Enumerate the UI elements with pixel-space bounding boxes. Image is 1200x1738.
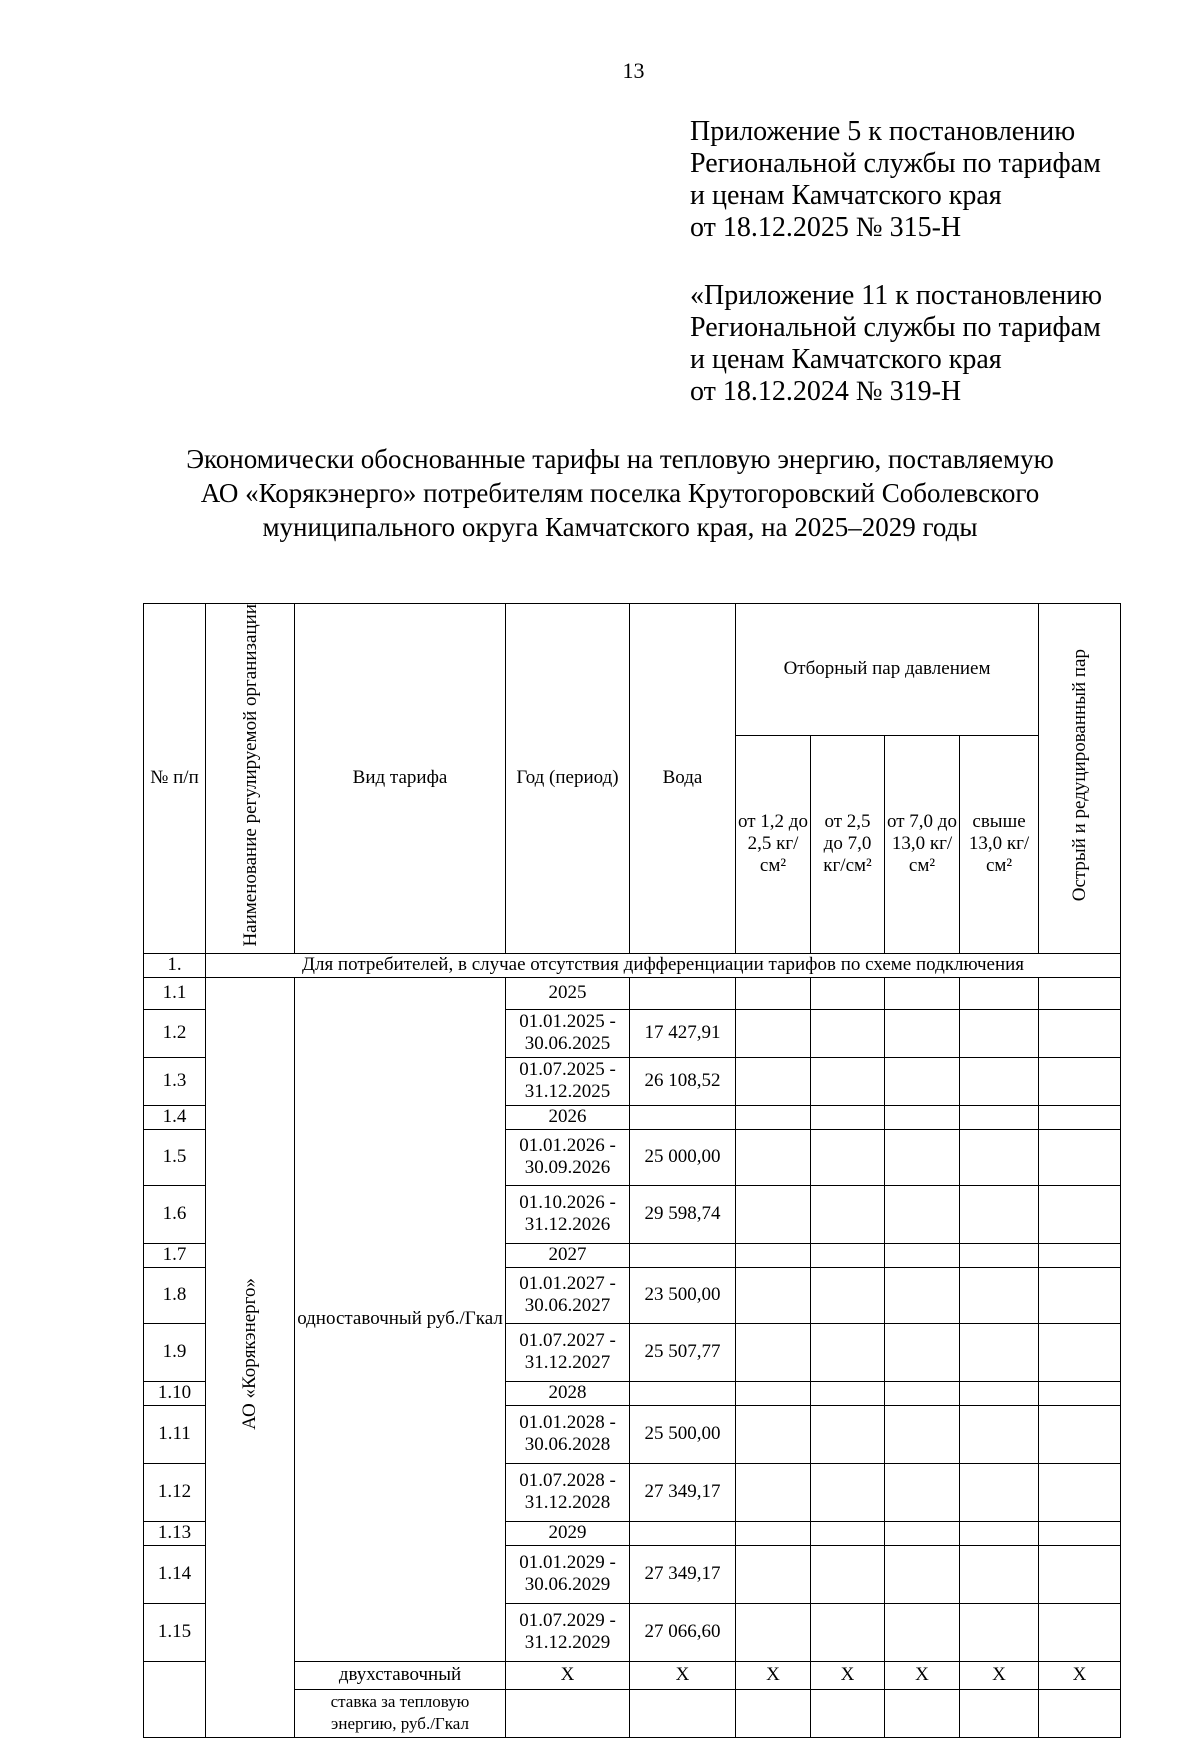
empty-cell bbox=[736, 1545, 811, 1603]
empty-cell bbox=[736, 1463, 811, 1521]
row-num: 1.9 bbox=[144, 1323, 206, 1381]
section-row bbox=[144, 953, 1121, 977]
header-org bbox=[206, 604, 295, 954]
empty-cell bbox=[960, 1381, 1039, 1405]
appendix-line: от 18.12.2025 № 315-Н bbox=[690, 212, 962, 243]
single-rate-label: одноставочный руб./Гкал bbox=[295, 977, 506, 1661]
period-cell: 2025 bbox=[506, 977, 630, 1009]
empty-cell bbox=[736, 977, 811, 1009]
empty-cell bbox=[960, 1057, 1039, 1105]
empty-cell bbox=[885, 1267, 960, 1323]
section-num: 1. bbox=[144, 953, 206, 977]
empty-cell bbox=[1039, 1129, 1121, 1185]
header-steam-group: Отборный пар давлением bbox=[736, 604, 1039, 736]
row-num: 1.14 bbox=[144, 1545, 206, 1603]
row-num: 1.7 bbox=[144, 1243, 206, 1267]
empty-cell bbox=[960, 1689, 1039, 1737]
empty-cell bbox=[1039, 1267, 1121, 1323]
water-value: 29 598,74 bbox=[630, 1185, 736, 1243]
row-num: 1.4 bbox=[144, 1105, 206, 1129]
empty-cell bbox=[1039, 1521, 1121, 1545]
water-value: 23 500,00 bbox=[630, 1267, 736, 1323]
water-value: 25 507,77 bbox=[630, 1323, 736, 1381]
empty-cell bbox=[885, 1405, 960, 1463]
empty-cell bbox=[885, 1323, 960, 1381]
empty-cell bbox=[736, 1185, 811, 1243]
empty-cell bbox=[1039, 1689, 1121, 1737]
empty-cell bbox=[885, 1521, 960, 1545]
empty-cell bbox=[885, 1243, 960, 1267]
empty-cell bbox=[1039, 1185, 1121, 1243]
empty-cell bbox=[885, 1689, 960, 1737]
header-pressure-4: свыше 13,0 кг/см² bbox=[960, 735, 1039, 953]
empty-cell bbox=[960, 977, 1039, 1009]
period-cell: 01.07.2028 - 31.12.2028 bbox=[506, 1463, 630, 1521]
empty-cell bbox=[811, 1323, 885, 1381]
empty-cell bbox=[885, 977, 960, 1009]
header-period: Год (период) bbox=[506, 604, 630, 954]
water-value: 27 349,17 bbox=[630, 1545, 736, 1603]
empty-cell bbox=[960, 1243, 1039, 1267]
empty-cell bbox=[1039, 977, 1121, 1009]
row-num: 1.12 bbox=[144, 1463, 206, 1521]
row-num: 1.13 bbox=[144, 1521, 206, 1545]
period-cell: 01.07.2025 - 31.12.2025 bbox=[506, 1057, 630, 1105]
empty-cell bbox=[1039, 1323, 1121, 1381]
period-cell: 01.01.2027 - 30.06.2027 bbox=[506, 1267, 630, 1323]
title-line: АО «Корякэнерго» потребителям поселка Крутогоровский Соболевского bbox=[200, 478, 1040, 508]
empty-cell bbox=[960, 1105, 1039, 1129]
empty-cell bbox=[811, 1105, 885, 1129]
appendix-line: Региональной службы по тарифам bbox=[690, 148, 1101, 179]
empty-cell bbox=[736, 1323, 811, 1381]
not-applicable-mark: X bbox=[811, 1661, 885, 1689]
table-row bbox=[144, 977, 1121, 1009]
appendix-line: Региональной службы по тарифам bbox=[690, 312, 1101, 343]
header-tariff-type: Вид тарифа bbox=[295, 604, 506, 954]
header-pressure-2: от 2,5 до 7,0 кг/см² bbox=[811, 735, 885, 953]
empty-cell bbox=[736, 1405, 811, 1463]
period-cell: 01.01.2025 - 30.06.2025 bbox=[506, 1009, 630, 1057]
water-value: 25 000,00 bbox=[630, 1129, 736, 1185]
empty-cell bbox=[960, 1267, 1039, 1323]
empty-cell bbox=[1039, 1463, 1121, 1521]
empty-cell bbox=[885, 1105, 960, 1129]
empty-cell bbox=[736, 1603, 811, 1661]
empty-cell bbox=[960, 1185, 1039, 1243]
header-sharp-steam-text: Острый и редуцированный пар bbox=[1069, 649, 1091, 902]
header-org-text: Наименование регулируемой организации bbox=[239, 604, 261, 947]
empty-cell bbox=[811, 1267, 885, 1323]
empty-cell bbox=[811, 1689, 885, 1737]
empty-cell bbox=[506, 1689, 630, 1737]
empty-cell bbox=[885, 1057, 960, 1105]
empty-cell bbox=[811, 1381, 885, 1405]
period-cell: 01.07.2029 - 31.12.2029 bbox=[506, 1603, 630, 1661]
period-cell: 2029 bbox=[506, 1521, 630, 1545]
water-value: 27 349,17 bbox=[630, 1463, 736, 1521]
header-water: Вода bbox=[630, 604, 736, 954]
empty-cell bbox=[960, 1129, 1039, 1185]
empty-cell bbox=[736, 1689, 811, 1737]
empty-cell bbox=[885, 1463, 960, 1521]
empty-cell bbox=[811, 1545, 885, 1603]
row-num: 1.15 bbox=[144, 1603, 206, 1661]
org-name: АО «Корякэнерго» bbox=[239, 1278, 260, 1430]
water-value bbox=[630, 1381, 736, 1405]
water-value: 17 427,91 bbox=[630, 1009, 736, 1057]
org-name-cell bbox=[206, 977, 295, 1737]
empty-cell bbox=[811, 1463, 885, 1521]
empty-cell bbox=[1039, 1105, 1121, 1129]
empty-cell bbox=[885, 1545, 960, 1603]
document-title bbox=[140, 442, 1100, 544]
empty-cell bbox=[736, 1267, 811, 1323]
appendix-current-header bbox=[690, 116, 1101, 244]
water-value: 25 500,00 bbox=[630, 1405, 736, 1463]
empty-cell bbox=[811, 1057, 885, 1105]
empty-cell bbox=[885, 1129, 960, 1185]
appendix-line: «Приложение 11 к постановлению bbox=[690, 280, 1103, 311]
not-applicable-mark: X bbox=[960, 1661, 1039, 1689]
period-cell: 01.01.2029 - 30.06.2029 bbox=[506, 1545, 630, 1603]
empty-cell bbox=[960, 1009, 1039, 1057]
appendix-line: Приложение 5 к постановлению bbox=[690, 116, 1076, 147]
empty-cell bbox=[1039, 1243, 1121, 1267]
appendix-line: и ценам Камчатского края bbox=[690, 344, 1002, 375]
empty-cell bbox=[811, 1603, 885, 1661]
not-applicable-mark: X bbox=[630, 1661, 736, 1689]
empty-cell bbox=[885, 1381, 960, 1405]
empty-cell bbox=[960, 1603, 1039, 1661]
empty-cell bbox=[811, 977, 885, 1009]
period-cell: 2028 bbox=[506, 1381, 630, 1405]
empty-cell bbox=[885, 1185, 960, 1243]
period-cell: 01.01.2028 - 30.06.2028 bbox=[506, 1405, 630, 1463]
water-value bbox=[630, 1521, 736, 1545]
header-pressure-3: от 7,0 до 13,0 кг/см² bbox=[885, 735, 960, 953]
water-value bbox=[630, 1105, 736, 1129]
empty-cell bbox=[811, 1129, 885, 1185]
empty-cell bbox=[960, 1545, 1039, 1603]
empty-cell bbox=[736, 1521, 811, 1545]
empty-cell bbox=[1039, 1405, 1121, 1463]
empty-cell bbox=[811, 1521, 885, 1545]
page-number: 13 bbox=[622, 58, 645, 83]
empty-cell bbox=[736, 1105, 811, 1129]
empty-cell bbox=[1039, 1603, 1121, 1661]
empty-cell bbox=[1039, 1057, 1121, 1105]
empty-cell bbox=[960, 1323, 1039, 1381]
not-applicable-mark: X bbox=[885, 1661, 960, 1689]
period-cell: 2026 bbox=[506, 1105, 630, 1129]
water-value: 27 066,60 bbox=[630, 1603, 736, 1661]
row-num: 1.1 bbox=[144, 977, 206, 1009]
table-body bbox=[144, 953, 1121, 1737]
row-num: 1.6 bbox=[144, 1185, 206, 1243]
title-line: Экономически обоснованные тарифы на тепловую энергию, поставляемую bbox=[186, 444, 1054, 474]
row-num: 1.2 bbox=[144, 1009, 206, 1057]
empty-cell bbox=[811, 1243, 885, 1267]
appendix-line: от 18.12.2024 № 319-Н bbox=[690, 376, 962, 407]
empty-cell bbox=[811, 1009, 885, 1057]
empty-cell bbox=[885, 1603, 960, 1661]
row-num: 1.10 bbox=[144, 1381, 206, 1405]
heat-rate-label: ставка за тепловую энергию, руб./Гкал bbox=[295, 1689, 506, 1737]
header-sharp-steam bbox=[1039, 604, 1121, 954]
appendix-line: и ценам Камчатского края bbox=[690, 180, 1002, 211]
period-cell: 01.07.2027 - 31.12.2027 bbox=[506, 1323, 630, 1381]
empty-cell bbox=[811, 1185, 885, 1243]
not-applicable-mark: X bbox=[506, 1661, 630, 1689]
row-num: 1.3 bbox=[144, 1057, 206, 1105]
tariff-table bbox=[143, 603, 1121, 1738]
empty-cell bbox=[144, 1661, 206, 1737]
row-num: 1.11 bbox=[144, 1405, 206, 1463]
two-rate-label: двухставочный bbox=[295, 1661, 506, 1689]
empty-cell bbox=[960, 1521, 1039, 1545]
empty-cell bbox=[736, 1129, 811, 1185]
header-pressure-1: от 1,2 до 2,5 кг/см² bbox=[736, 735, 811, 953]
section-label: Для потребителей, в случае отсутствия дифференциации тарифов по схеме подключения bbox=[206, 953, 1121, 977]
title-line: муниципального округа Камчатского края, на 2025–2029 годы bbox=[262, 512, 978, 542]
header-num: № п/п bbox=[144, 604, 206, 954]
empty-cell bbox=[630, 1689, 736, 1737]
period-cell: 2027 bbox=[506, 1243, 630, 1267]
not-applicable-mark: X bbox=[736, 1661, 811, 1689]
empty-cell bbox=[1039, 1381, 1121, 1405]
period-cell: 01.01.2026 - 30.09.2026 bbox=[506, 1129, 630, 1185]
not-applicable-mark: X bbox=[1039, 1661, 1121, 1689]
empty-cell bbox=[736, 1057, 811, 1105]
empty-cell bbox=[736, 1381, 811, 1405]
empty-cell bbox=[811, 1405, 885, 1463]
empty-cell bbox=[960, 1463, 1039, 1521]
row-num: 1.5 bbox=[144, 1129, 206, 1185]
row-num: 1.8 bbox=[144, 1267, 206, 1323]
water-value bbox=[630, 977, 736, 1009]
water-value: 26 108,52 bbox=[630, 1057, 736, 1105]
empty-cell bbox=[1039, 1009, 1121, 1057]
water-value bbox=[630, 1243, 736, 1267]
appendix-previous-header bbox=[690, 280, 1102, 408]
period-cell: 01.10.2026 - 31.12.2026 bbox=[506, 1185, 630, 1243]
empty-cell bbox=[736, 1243, 811, 1267]
empty-cell bbox=[960, 1405, 1039, 1463]
empty-cell bbox=[736, 1009, 811, 1057]
empty-cell bbox=[1039, 1545, 1121, 1603]
empty-cell bbox=[885, 1009, 960, 1057]
